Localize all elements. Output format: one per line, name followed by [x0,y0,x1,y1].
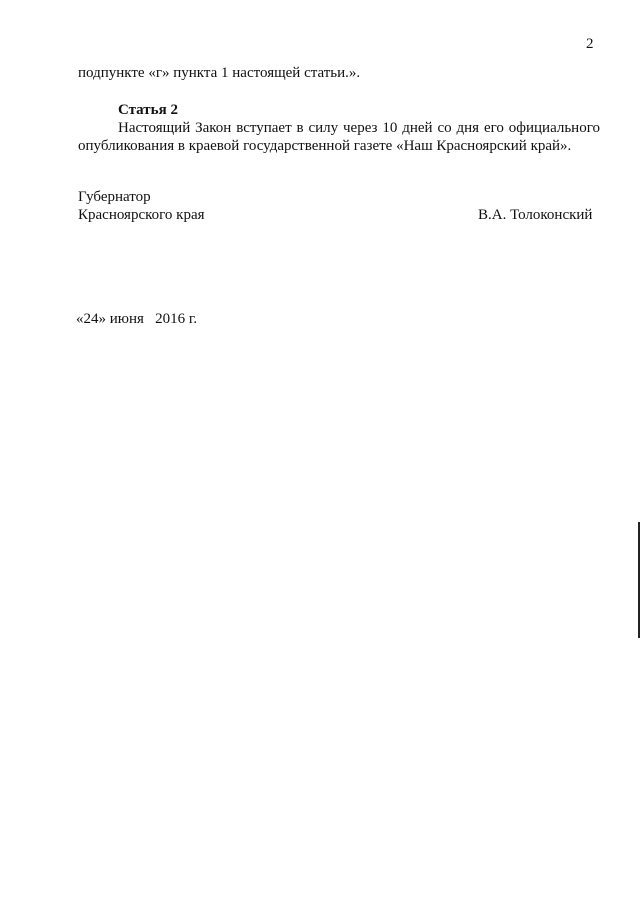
signing-date: «24» июня 2016 г. [76,311,198,327]
signatory-name: В.А. Толоконский [478,207,593,223]
signatory-title-line-2: Красноярского края [78,207,205,223]
continuation-text: подпункте «г» пункта 1 настоящей статьи.». [78,65,361,81]
signatory-title-line-1: Губернатор [78,189,151,205]
article-text-line-2: опубликования в краевой государственной газете «Наш Красноярский край». [78,138,572,154]
page-number: 2 [586,36,594,52]
article-text-line-1: Настоящий Закон вступает в силу через 10 дней со дня его официального [118,120,600,136]
article-heading: Статья 2 [118,102,178,118]
